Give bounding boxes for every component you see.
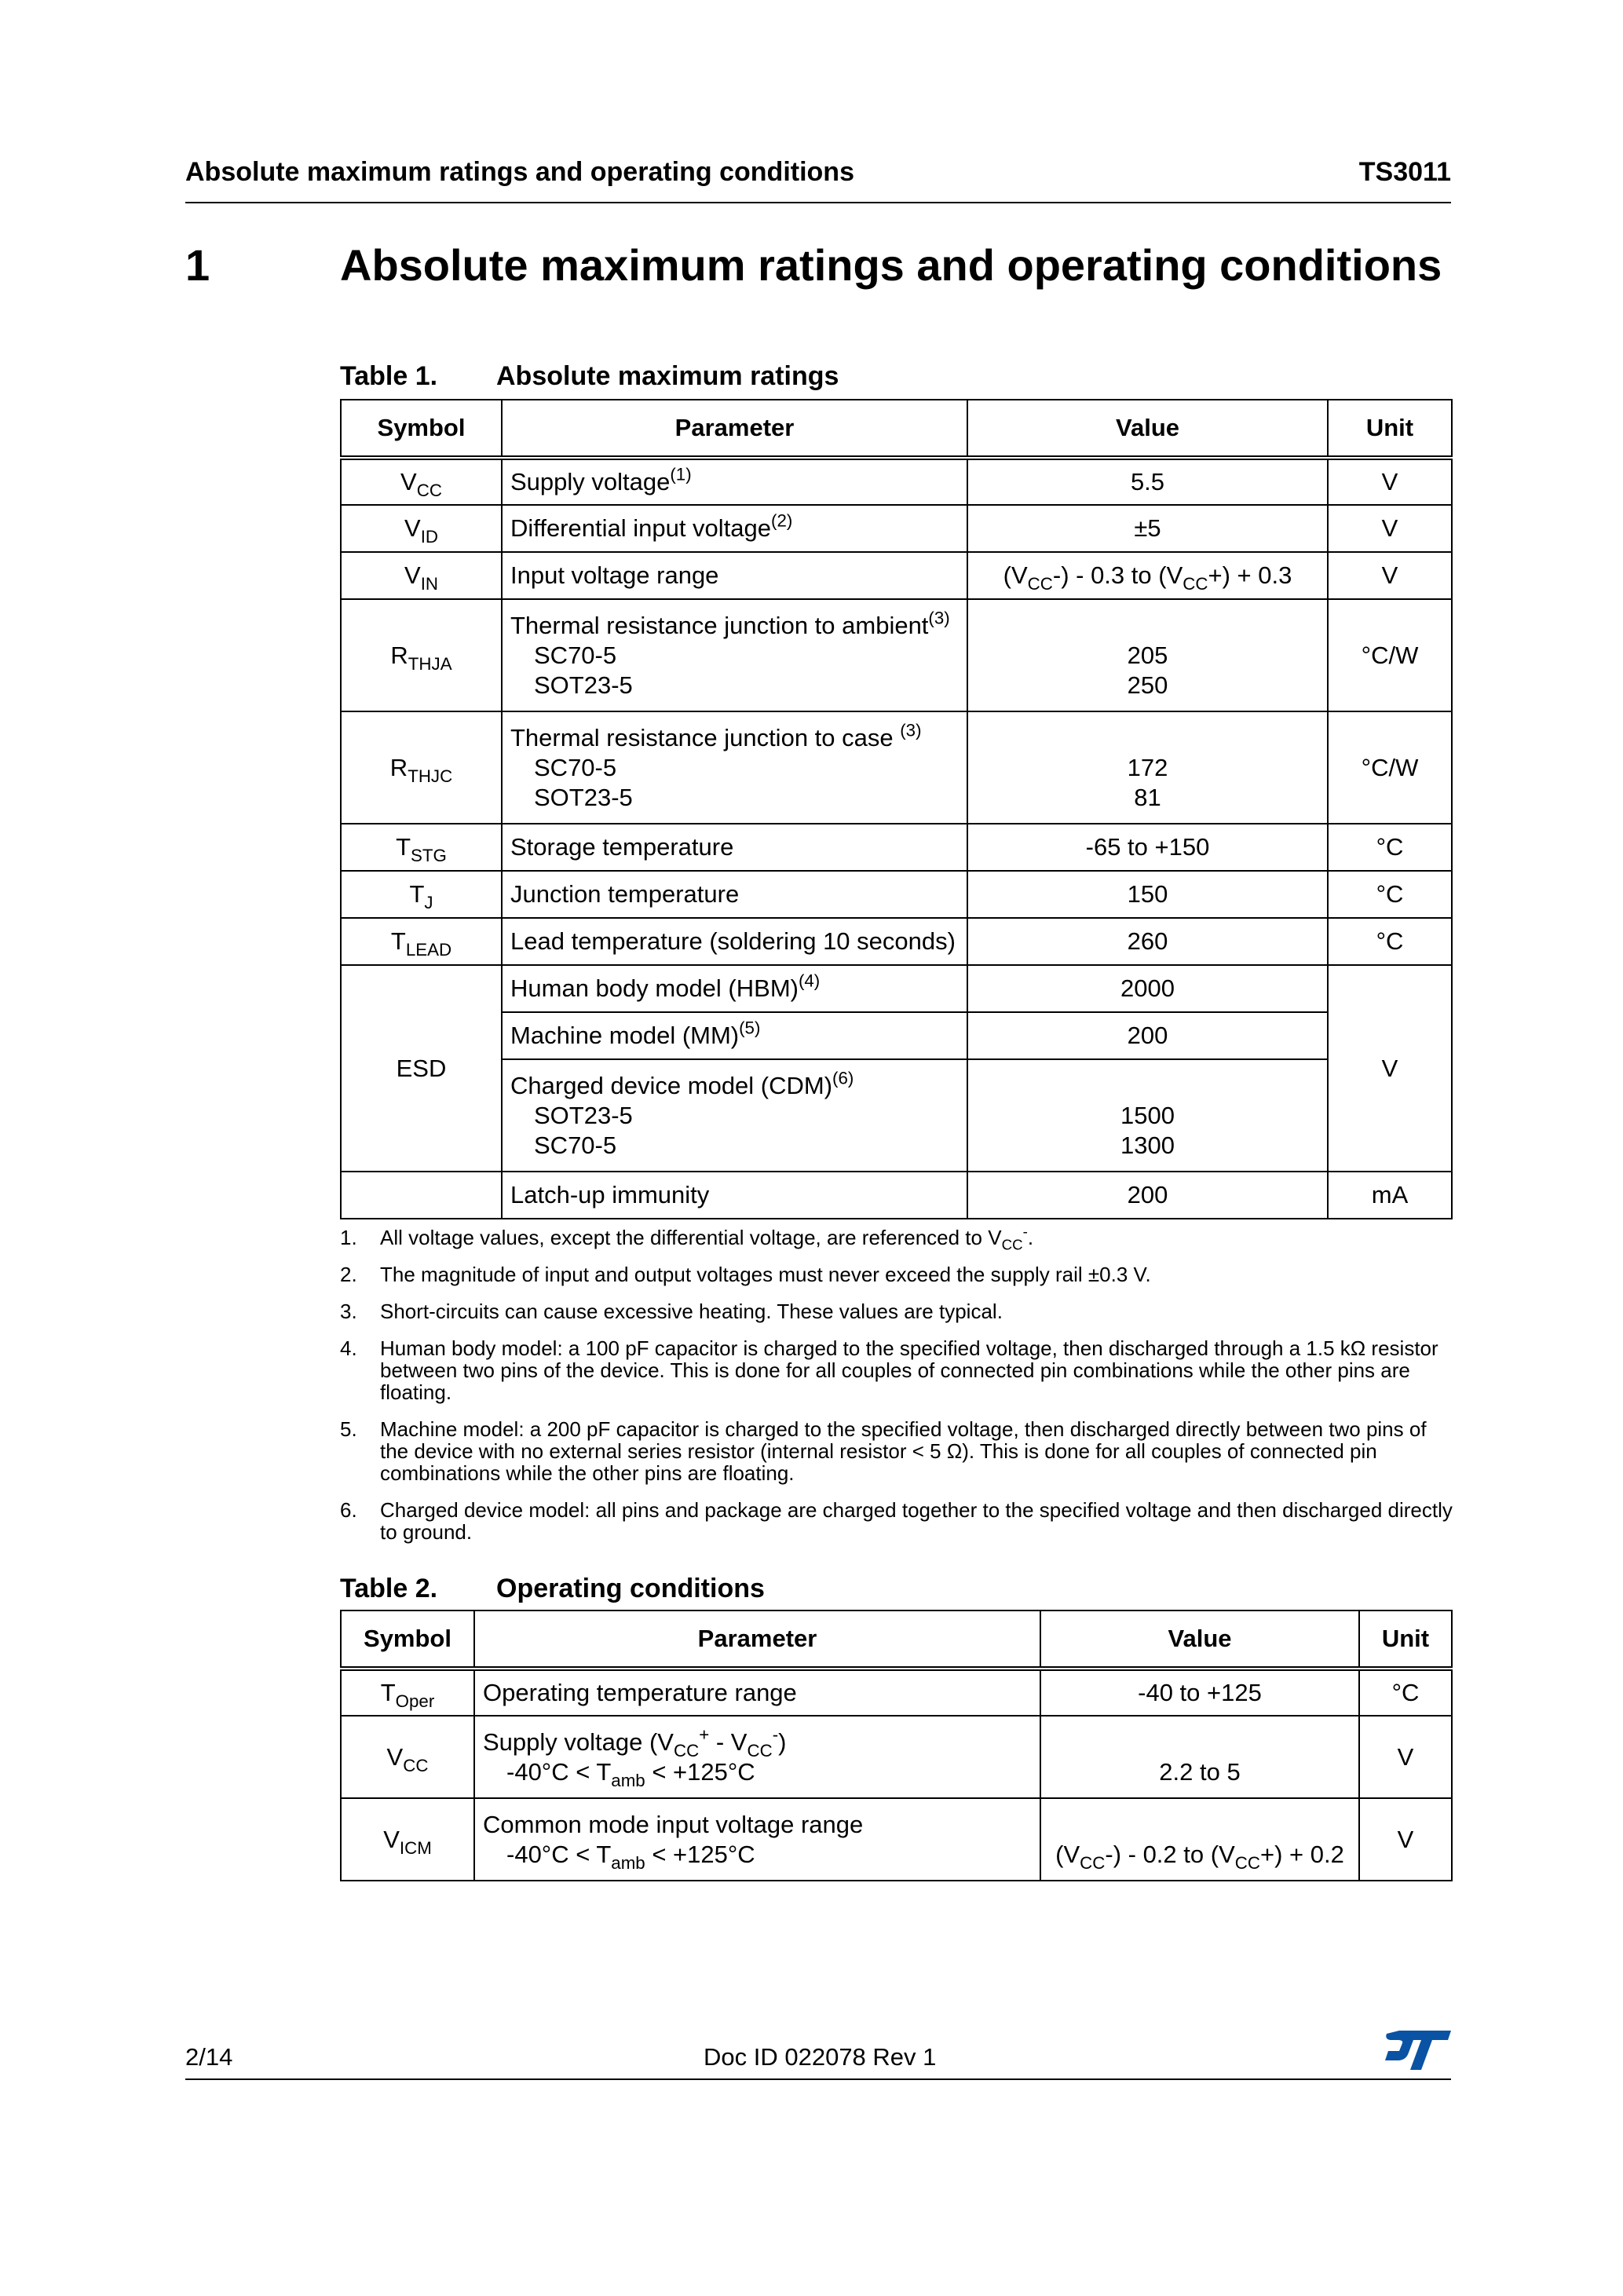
symbol-cell: $V_{ID}$ <box>341 505 502 552</box>
col-header-unit: Unit <box>1328 400 1452 458</box>
symbol-cell: $T_{LEAD}$ <box>341 918 502 965</box>
unit-cell: mA <box>1328 1172 1452 1219</box>
symbol-cell: $V_{CC}$ <box>341 1716 474 1798</box>
footnote: 6. Charged device model: all pins and package are charged together to the specified voltage and then discharged directly to ground. <box>340 1498 1453 1544</box>
parameter-cell: Thermal resistance junction to ambient$^{(3)}$ SC70-5 SOT23-5 <box>502 599 967 711</box>
table-row <box>341 1669 1452 1716</box>
unit-cell: V <box>1328 505 1452 552</box>
table2-label: Table 2. <box>340 1574 438 1603</box>
table1-label: Table 1. <box>340 361 438 391</box>
st-logo-icon <box>1382 2026 1453 2077</box>
table-row <box>341 1059 1452 1172</box>
unit-cell: °C <box>1328 871 1452 918</box>
table-row <box>341 552 1452 599</box>
unit-cell: V <box>1328 965 1452 1172</box>
value-cell: $(V_{CC}-) - 0.2$ to $(V_{CC}+) + 0.2$ <box>1040 1798 1359 1881</box>
table-row <box>341 711 1452 824</box>
table-row <box>341 871 1452 918</box>
parameter-cell: Supply voltage $(V_{CC}^+ - V_{CC}^-)$ $-40^\circ C < T_{amb} < +125^\circ C$ <box>474 1716 1040 1798</box>
value-cell: 5.5 <box>967 458 1328 505</box>
parameter-cell: Storage temperature <box>502 824 967 871</box>
table-row <box>341 1716 1452 1798</box>
footer-rule <box>185 2078 1451 2080</box>
operating-conditions-table <box>340 1610 1453 1881</box>
parameter-cell: Input voltage range <box>502 552 967 599</box>
value-cell: 172 81 <box>967 711 1328 824</box>
page-number: 2/14 <box>185 2043 233 2071</box>
table-row <box>341 965 1452 1012</box>
table-row <box>341 824 1452 871</box>
unit-cell: V <box>1359 1716 1452 1798</box>
parameter-cell: Thermal resistance junction to case $^{(3)}$ SC70-5 SOT23-5 <box>502 711 967 824</box>
symbol-cell: $R_{THJC}$ <box>341 711 502 824</box>
unit-cell: °C <box>1328 918 1452 965</box>
doc-id: Doc ID 022078 Rev 1 <box>704 2043 937 2071</box>
symbol-cell: $V_{CC}$ <box>341 458 502 505</box>
table-row <box>341 918 1452 965</box>
table-row <box>341 1798 1452 1881</box>
col-header-value: Value <box>1040 1610 1359 1669</box>
symbol-cell: $R_{THJA}$ <box>341 599 502 711</box>
value-cell: $(V_{CC}-) - 0.3$ to $(V_{CC}+) + 0.3$ <box>967 552 1328 599</box>
table-row <box>341 599 1452 711</box>
symbol-cell: $V_{IN}$ <box>341 552 502 599</box>
value-cell: 260 <box>967 918 1328 965</box>
section-title: Absolute maximum ratings and operating conditions <box>340 240 1442 290</box>
unit-cell: °C <box>1328 824 1452 871</box>
table-row <box>341 1012 1452 1059</box>
parameter-cell: Operating temperature range <box>474 1669 1040 1716</box>
absolute-max-ratings-table <box>340 399 1453 1219</box>
footnote: 5. Machine model: a 200 pF capacitor is charged to the specified voltage, then discharged directly between two pins of the device with no external series resistor (internal resistor < 5 Ω). This is done for all couples of connected pin combinations while the other pins are floating. <box>340 1417 1427 1485</box>
value-cell: 200 <box>967 1012 1328 1059</box>
unit-cell: °C/W <box>1328 599 1452 711</box>
table-row <box>341 505 1452 552</box>
table-header-row <box>341 1610 1452 1669</box>
symbol-cell <box>341 1172 502 1219</box>
value-cell: -40 to +125 <box>1040 1669 1359 1716</box>
unit-cell: °C/W <box>1328 711 1452 824</box>
parameter-cell: Latch-up immunity <box>502 1172 967 1219</box>
value-cell: ±5 <box>967 505 1328 552</box>
symbol-cell: ESD <box>341 965 502 1172</box>
footnote: 3. Short-circuits can cause excessive heating. These values are typical. <box>340 1300 1003 1323</box>
table-row <box>341 1172 1452 1219</box>
value-cell: 205 250 <box>967 599 1328 711</box>
unit-cell: V <box>1328 552 1452 599</box>
parameter-cell: Machine model (MM)$^{(5)}$ <box>502 1012 967 1059</box>
table2-title: Operating conditions <box>496 1574 765 1603</box>
table1-footnotes <box>340 1223 1455 1558</box>
value-cell: 1500 1300 <box>967 1059 1328 1172</box>
col-header-value: Value <box>967 400 1328 458</box>
col-header-parameter: Parameter <box>502 400 967 458</box>
parameter-cell: Human body model (HBM)$^{(4)}$ <box>502 965 967 1012</box>
value-cell: 150 <box>967 871 1328 918</box>
col-header-symbol: Symbol <box>341 1610 474 1669</box>
symbol-cell: $V_{ICM}$ <box>341 1798 474 1881</box>
footnote: 2. The magnitude of input and output voltages must never exceed the supply rail ±0.3 V. <box>340 1263 1151 1286</box>
value-cell: -65 to +150 <box>967 824 1328 871</box>
parameter-cell: Lead temperature (soldering 10 seconds) <box>502 918 967 965</box>
value-cell: 2000 <box>967 965 1328 1012</box>
table-row <box>341 458 1452 505</box>
col-header-parameter: Parameter <box>474 1610 1040 1669</box>
symbol-cell: $T_J$ <box>341 871 502 918</box>
table-header-row <box>341 400 1452 458</box>
footnote: 4. Human body model: a 100 pF capacitor is charged to the specified voltage, then discharged through a 1.5 kΩ resistor between two pins of the device. This is done for all couples of connected pin combinations while the other pins are floating. <box>340 1336 1438 1404</box>
table1-title: Absolute maximum ratings <box>496 361 839 391</box>
parameter-cell: Differential input voltage$^{(2)}$ <box>502 505 967 552</box>
col-header-symbol: Symbol <box>341 400 502 458</box>
running-header-title: Absolute maximum ratings and operating conditions <box>185 157 854 187</box>
parameter-cell: Junction temperature <box>502 871 967 918</box>
parameter-cell: Charged device model (CDM)$^{(6)}$ SOT23-5 SC70-5 <box>502 1059 967 1172</box>
unit-cell: °C <box>1359 1669 1452 1716</box>
parameter-cell: Common mode input voltage range $-40^\circ C < T_{amb} < +125^\circ C$ <box>474 1798 1040 1881</box>
value-cell: 200 <box>967 1172 1328 1219</box>
section-number: 1 <box>185 240 210 290</box>
parameter-cell: Supply voltage$^{(1)}$ <box>502 458 967 505</box>
unit-cell: V <box>1328 458 1452 505</box>
symbol-cell: $T_{STG}$ <box>341 824 502 871</box>
footnote: 1. All voltage values, except the differential voltage, are referenced to $V_{CC}^-$. <box>340 1223 1034 1253</box>
symbol-cell: $T_{Oper}$ <box>341 1669 474 1716</box>
value-cell: 2.2 to 5 <box>1040 1716 1359 1798</box>
unit-cell: V <box>1359 1798 1452 1881</box>
col-header-unit: Unit <box>1359 1610 1452 1669</box>
running-header-part: TS3011 <box>1358 157 1451 187</box>
header-rule <box>185 202 1451 203</box>
